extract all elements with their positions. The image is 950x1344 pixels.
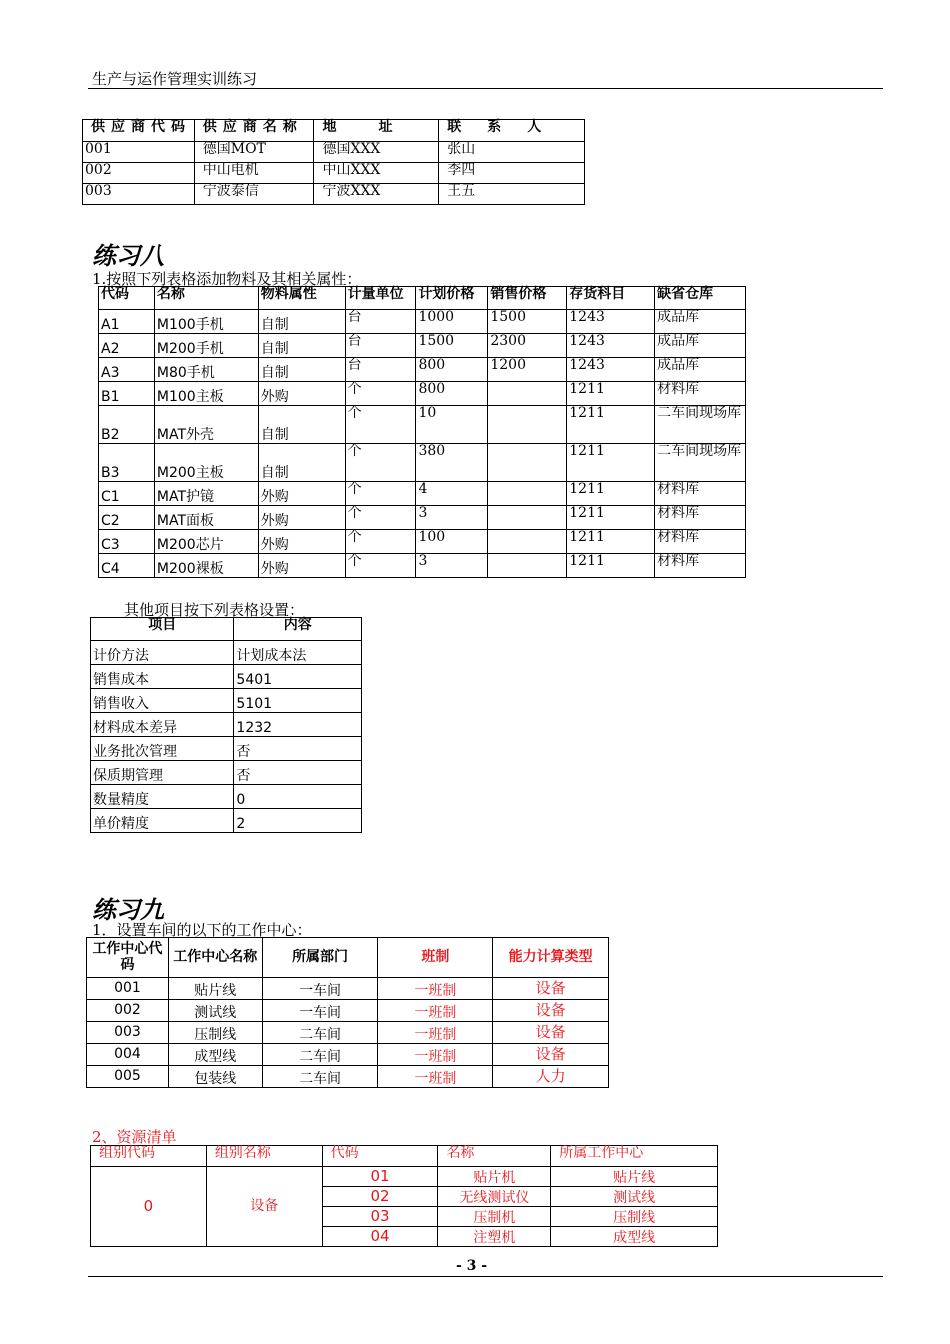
- table-row: [83, 142, 585, 163]
- cell: 成型线: [168, 1044, 262, 1066]
- cell: 中山电机: [194, 163, 314, 184]
- table-row: [87, 1000, 609, 1022]
- cell: 1211: [567, 506, 655, 530]
- cell: 外购: [258, 506, 345, 530]
- cell: 个: [345, 482, 416, 506]
- table-row: [99, 554, 746, 578]
- table-row: [91, 1167, 718, 1187]
- cell: 材料库: [655, 482, 746, 506]
- cell: 一班制: [378, 978, 493, 1000]
- cell: 业务批次管理: [91, 737, 234, 761]
- cell: 成品库: [655, 334, 746, 358]
- cell: 贴片线: [168, 978, 262, 1000]
- exercise-8-intro: 1.按照下列表格添加物料及其相关属性：: [92, 270, 362, 288]
- cell: 设备: [493, 1044, 609, 1066]
- cell: 成品库: [655, 358, 746, 382]
- cell: MAT外壳: [154, 406, 258, 444]
- cell: 1211: [567, 530, 655, 554]
- cell: M100主板: [154, 382, 258, 406]
- cell: A3: [99, 358, 155, 382]
- cell: 自制: [258, 406, 345, 444]
- cell: 1232: [234, 713, 362, 737]
- table-row: [99, 406, 746, 444]
- material-table: [98, 286, 746, 578]
- table-row: [99, 382, 746, 406]
- other-settings-header: [91, 618, 362, 641]
- cell: 1000: [416, 310, 488, 334]
- header-cell: 所属部门: [262, 938, 378, 978]
- cell: 005: [87, 1066, 169, 1088]
- cell: 李四: [439, 163, 585, 184]
- cell: 10: [416, 406, 488, 444]
- cell: 个: [345, 530, 416, 554]
- cell: M200主板: [154, 444, 258, 482]
- cell: M200手机: [154, 334, 258, 358]
- cell: 计划成本法: [234, 641, 362, 665]
- cell: 2300: [488, 334, 567, 358]
- cell: 001: [83, 142, 195, 163]
- cell: 一班制: [378, 1044, 493, 1066]
- cell: 个: [345, 506, 416, 530]
- header-cell: 销售价格: [488, 287, 567, 310]
- table-row: [91, 665, 362, 689]
- table-row: [91, 761, 362, 785]
- cell: 材料库: [655, 554, 746, 578]
- cell: 设备: [493, 1022, 609, 1044]
- table-row: [87, 1044, 609, 1066]
- cell: 个: [345, 554, 416, 578]
- table-row: [99, 334, 746, 358]
- header-cell: 名称: [154, 287, 258, 310]
- header-cell: 所属工作中心: [551, 1146, 718, 1167]
- cell: 测试线: [168, 1000, 262, 1022]
- group-name-cell: 设备: [206, 1167, 322, 1247]
- cell: 1211: [567, 382, 655, 406]
- cell: 否: [234, 737, 362, 761]
- cell: 001: [87, 978, 169, 1000]
- cell: 3: [416, 506, 488, 530]
- cell: 张山: [439, 142, 585, 163]
- header-cell: 项目: [91, 618, 234, 641]
- supplier-table-header: [83, 120, 585, 142]
- cell: 材料成本差异: [91, 713, 234, 737]
- cell: 个: [345, 382, 416, 406]
- table-row: [91, 713, 362, 737]
- cell: 04: [322, 1227, 438, 1247]
- exercise-9-title: 练习九: [92, 895, 164, 924]
- cell: 100: [416, 530, 488, 554]
- cell: 二车间: [262, 1066, 378, 1088]
- cell: 002: [87, 1000, 169, 1022]
- cell: 1211: [567, 406, 655, 444]
- cell: 德国MOT: [194, 142, 314, 163]
- header-cell: 工作中心名称: [168, 938, 262, 978]
- table-row: [83, 163, 585, 184]
- cell: 一班制: [378, 1022, 493, 1044]
- header-cell: 计量单位: [345, 287, 416, 310]
- cell: 中山XXX: [314, 163, 439, 184]
- cell: M100手机: [154, 310, 258, 334]
- header-cell: 供应商名称: [194, 120, 314, 142]
- resource-table-header: [91, 1146, 718, 1167]
- cell: MAT面板: [154, 506, 258, 530]
- table-row: [99, 482, 746, 506]
- footer-rule: [88, 1276, 883, 1277]
- cell: 02: [322, 1187, 438, 1207]
- cell: 自制: [258, 310, 345, 334]
- table-row: [91, 641, 362, 665]
- table-row: [87, 1066, 609, 1088]
- cell: 保质期管理: [91, 761, 234, 785]
- cell: 压制线: [551, 1207, 718, 1227]
- cell: 5101: [234, 689, 362, 713]
- cell: C3: [99, 530, 155, 554]
- cell: 002: [83, 163, 195, 184]
- cell: C4: [99, 554, 155, 578]
- cell: 一班制: [378, 1000, 493, 1022]
- cell: 380: [416, 444, 488, 482]
- cell: 自制: [258, 358, 345, 382]
- cell: [488, 444, 567, 482]
- page-number: - 3 -: [456, 1258, 488, 1274]
- cell: 德国XXX: [314, 142, 439, 163]
- cell: 0: [234, 785, 362, 809]
- cell: 二车间: [262, 1044, 378, 1066]
- cell: 二车间: [262, 1022, 378, 1044]
- cell: 自制: [258, 334, 345, 358]
- cell: 外购: [258, 382, 345, 406]
- cell: 1211: [567, 444, 655, 482]
- header-cell: 地 址: [314, 120, 439, 142]
- cell: 注塑机: [438, 1227, 551, 1247]
- cell: M80手机: [154, 358, 258, 382]
- cell: [488, 406, 567, 444]
- cell: 宁波泰信: [194, 184, 314, 205]
- cell: 二车间现场库: [655, 406, 746, 444]
- cell: 5401: [234, 665, 362, 689]
- cell: 否: [234, 761, 362, 785]
- cell: 800: [416, 382, 488, 406]
- cell: 成品库: [655, 310, 746, 334]
- cell: 王五: [439, 184, 585, 205]
- table-row: [99, 506, 746, 530]
- cell: 1243: [567, 334, 655, 358]
- cell: 数量精度: [91, 785, 234, 809]
- cell: 无线测试仪: [438, 1187, 551, 1207]
- table-row: [99, 310, 746, 334]
- work-center-table: [86, 937, 609, 1088]
- cell: 一班制: [378, 1066, 493, 1088]
- cell: 1211: [567, 554, 655, 578]
- header-cell: 内容: [234, 618, 362, 641]
- header-cell: 班制: [378, 938, 493, 978]
- cell: 2: [234, 809, 362, 833]
- header-cell: 组别代码: [91, 1146, 207, 1167]
- cell: 宁波XXX: [314, 184, 439, 205]
- cell: [488, 530, 567, 554]
- cell: 台: [345, 358, 416, 382]
- cell: 800: [416, 358, 488, 382]
- cell: 销售收入: [91, 689, 234, 713]
- cell: 4: [416, 482, 488, 506]
- header-cell: 代码: [99, 287, 155, 310]
- cell: 外购: [258, 530, 345, 554]
- cell: 外购: [258, 482, 345, 506]
- cell: 一车间: [262, 978, 378, 1000]
- cell: 003: [87, 1022, 169, 1044]
- header-cell: 物料属性: [258, 287, 345, 310]
- cell: 外购: [258, 554, 345, 578]
- table-row: [91, 785, 362, 809]
- cell: 1243: [567, 358, 655, 382]
- cell: 材料库: [655, 506, 746, 530]
- table-row: [91, 689, 362, 713]
- table-row: [99, 444, 746, 482]
- supplier-table: [82, 119, 585, 205]
- cell: 设备: [493, 1000, 609, 1022]
- header-cell: 联 系 人: [439, 120, 585, 142]
- cell: 自制: [258, 444, 345, 482]
- cell: 材料库: [655, 382, 746, 406]
- cell: 单价精度: [91, 809, 234, 833]
- other-settings-table: [90, 617, 362, 833]
- material-table-header: [99, 287, 746, 310]
- header-cell: 供应商代码: [83, 120, 195, 142]
- page-header-title: 生产与运作管理实训练习: [92, 70, 258, 88]
- cell: [488, 382, 567, 406]
- cell: 3: [416, 554, 488, 578]
- table-row: [87, 978, 609, 1000]
- cell: 贴片机: [438, 1167, 551, 1187]
- header-cell: 能力计算类型: [493, 938, 609, 978]
- cell: 压制线: [168, 1022, 262, 1044]
- cell: 销售成本: [91, 665, 234, 689]
- cell: 材料库: [655, 530, 746, 554]
- resource-list-title: 2、资源清单: [92, 1128, 177, 1146]
- cell: MAT护镜: [154, 482, 258, 506]
- cell: 测试线: [551, 1187, 718, 1207]
- header-cell: 工作中心代码: [87, 938, 169, 978]
- cell: 1200: [488, 358, 567, 382]
- table-row: [91, 809, 362, 833]
- cell: 004: [87, 1044, 169, 1066]
- cell: 人力: [493, 1066, 609, 1088]
- cell: M200芯片: [154, 530, 258, 554]
- header-cell: 组别名称: [206, 1146, 322, 1167]
- cell: 1243: [567, 310, 655, 334]
- header-cell: 名称: [438, 1146, 551, 1167]
- header-cell: 计划价格: [416, 287, 488, 310]
- group-code-cell: 0: [91, 1167, 207, 1247]
- cell: C1: [99, 482, 155, 506]
- cell: [488, 554, 567, 578]
- header-cell: 代码: [322, 1146, 438, 1167]
- table-row: [87, 1022, 609, 1044]
- cell: 1211: [567, 482, 655, 506]
- table-row: [83, 184, 585, 205]
- cell: 1500: [488, 310, 567, 334]
- cell: 设备: [493, 978, 609, 1000]
- table-row: [99, 358, 746, 382]
- table-row: [91, 737, 362, 761]
- cell: B1: [99, 382, 155, 406]
- resource-table: [90, 1145, 718, 1247]
- cell: 003: [83, 184, 195, 205]
- cell: C2: [99, 506, 155, 530]
- exercise-8-title: 练习八: [92, 241, 164, 270]
- work-center-header: [87, 938, 609, 978]
- cell: 贴片线: [551, 1167, 718, 1187]
- cell: A2: [99, 334, 155, 358]
- cell: 压制机: [438, 1207, 551, 1227]
- cell: 03: [322, 1207, 438, 1227]
- other-settings-intro: 其他项目按下列表格设置：: [124, 601, 305, 619]
- cell: 01: [322, 1167, 438, 1187]
- cell: 计价方法: [91, 641, 234, 665]
- cell: 一车间: [262, 1000, 378, 1022]
- header-rule: [88, 88, 883, 89]
- cell: B2: [99, 406, 155, 444]
- cell: 台: [345, 310, 416, 334]
- cell: M200裸板: [154, 554, 258, 578]
- cell: B3: [99, 444, 155, 482]
- cell: 成型线: [551, 1227, 718, 1247]
- cell: [488, 482, 567, 506]
- header-cell: 缺省仓库: [655, 287, 746, 310]
- cell: 1500: [416, 334, 488, 358]
- table-row: [99, 530, 746, 554]
- cell: 个: [345, 406, 416, 444]
- exercise-9-intro: 1．设置车间的以下的工作中心：: [92, 921, 312, 939]
- cell: [488, 506, 567, 530]
- cell: 台: [345, 334, 416, 358]
- cell: A1: [99, 310, 155, 334]
- cell: 二车间现场库: [655, 444, 746, 482]
- cell: 包装线: [168, 1066, 262, 1088]
- cell: 个: [345, 444, 416, 482]
- header-cell: 存货科目: [567, 287, 655, 310]
